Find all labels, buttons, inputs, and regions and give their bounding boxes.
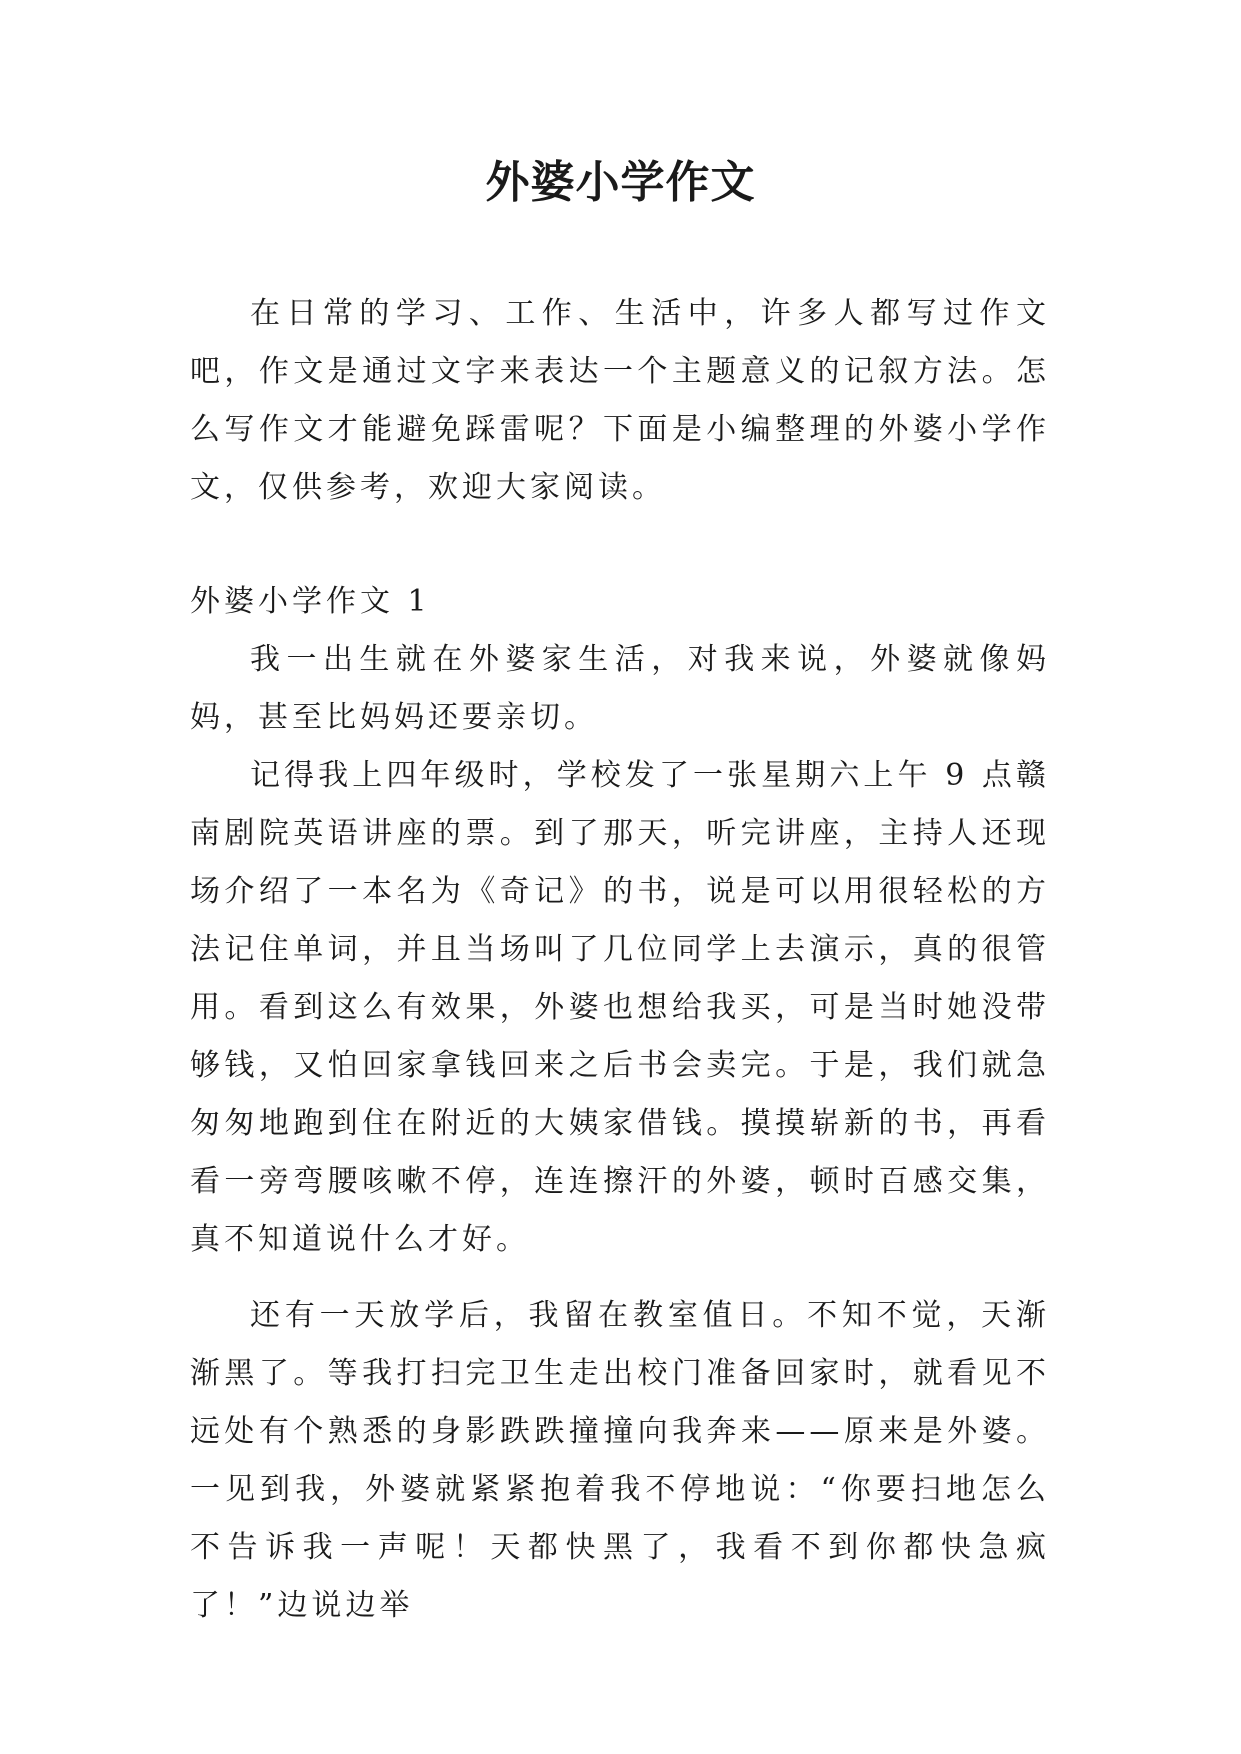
- body-paragraph-1: 我一出生就在外婆家生活，对我来说，外婆就像妈妈，甚至比妈妈还要亲切。: [190, 642, 1050, 735]
- document-body: [190, 285, 1050, 1635]
- body-paragraph-2: 记得我上四年级时，学校发了一张星期六上午 9 点赣南剧院英语讲座的票。到了那天，听完讲座，主持人还现场介绍了一本名为《奇记》的书，说是可以用很轻松的方法记住单词，并且当场叫了几位同学上去演示，真的很管用。看到这么有效果，外婆也想给我买，可是当时她没带够钱，又怕回家拿钱回来之后书会卖完。于是，我们就急匆匆地跑到住在附近的大姨家借钱。摸摸崭新的书，再看看一旁弯腰咳嗽不停，连连擦汗的外婆，顿时百感交集，真不知道说什么才好。: [190, 758, 1050, 1257]
- intro-paragraph: 在日常的学习、工作、生活中，许多人都写过作文吧，作文是通过文字来表达一个主题意义的记叙方法。怎么写作文才能避免踩雷呢？下面是小编整理的外婆小学作文，仅供参考，欢迎大家阅读。: [190, 296, 1050, 505]
- section-heading: 外婆小学作文 1: [190, 584, 431, 619]
- body-paragraph-3: 还有一天放学后，我留在教室值日。不知不觉，天渐渐黑了。等我打扫完卫生走出校门准备回家时，就看见不远处有个熟悉的身影跌跌撞撞向我奔来——原来是外婆。一见到我，外婆就紧紧抱着我不停地说：“你要扫地怎么不告诉我一声呢！天都快黑了，我看不到你都快急疯了！”边说边举: [190, 1298, 1050, 1623]
- document-title: 外婆小学作文: [485, 157, 756, 208]
